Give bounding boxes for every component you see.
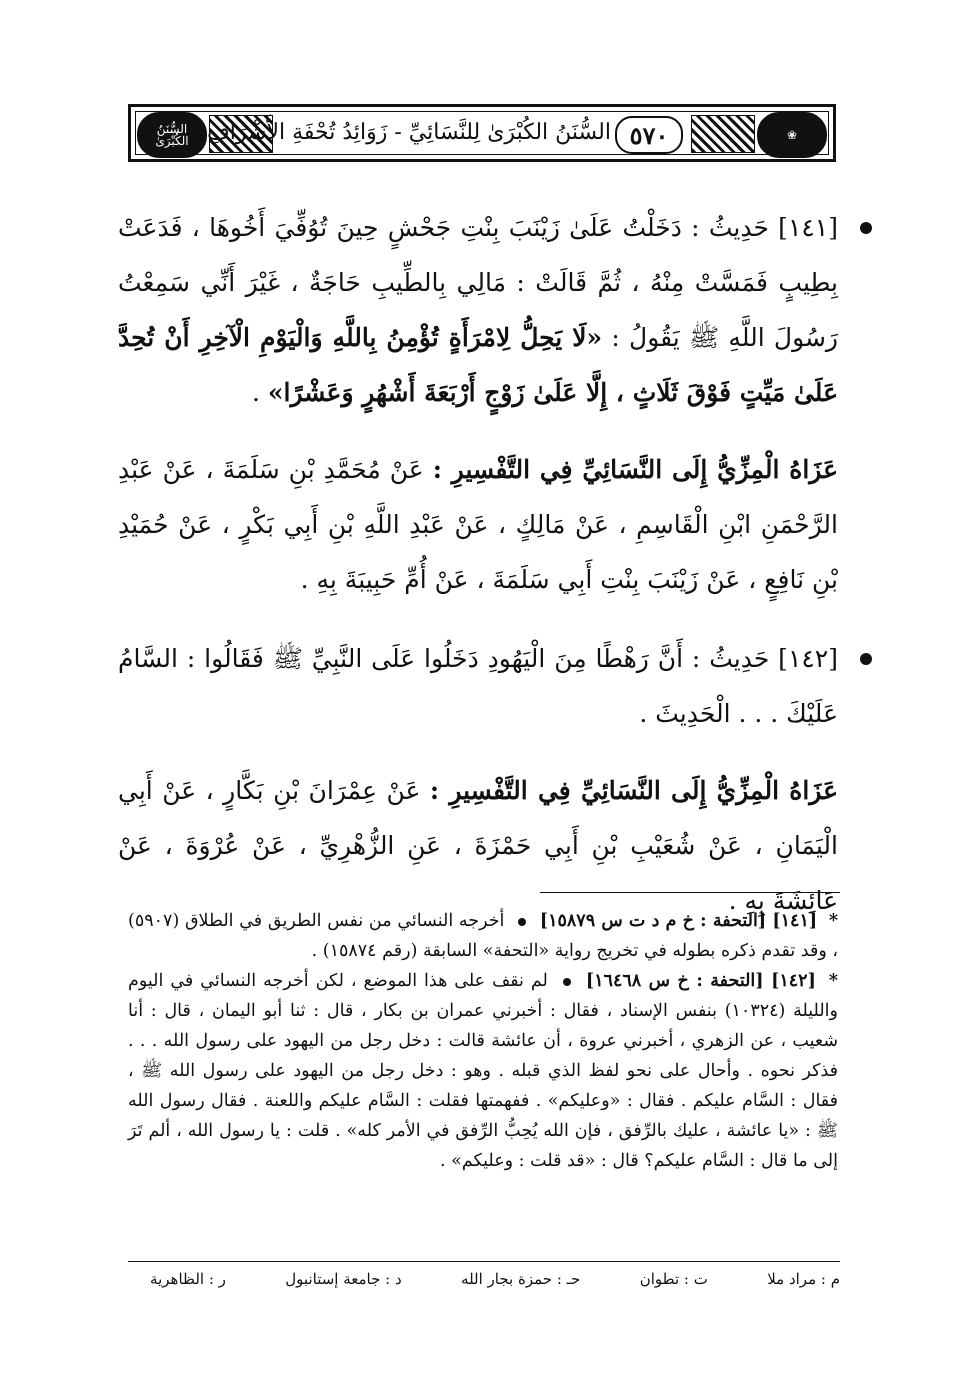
hadith-142-text: [١٤٢] حَدِيثُ : أَنَّ رَهْطًا مِنَ الْيَهُودِ دَخَلُوا عَلَى النَّبِيِّ ﷺ فَقَالُوا : السَّامُ عَلَيْكَ . . . الْحَدِيثَ . <box>118 644 838 728</box>
running-header <box>128 104 836 162</box>
sigla-separator <box>128 1261 840 1262</box>
main-text <box>118 200 838 928</box>
page-number-ornament-icon: ❀ <box>757 112 827 158</box>
ornament-strip-right <box>691 115 755 153</box>
footnote-text: أخرجه النسائي من نفس الطريق في الطلاق (٥٩٠٧) ، وقد تقدم ذكره بطوله في تخريج رواية «التحفة» السابقة (رقم ١٥٨٧٤) . <box>128 911 838 961</box>
footnote-separator <box>540 892 840 893</box>
footnote-ref: [١٤٢] [التحفة : خ س ١٦٤٦٨] <box>585 971 816 991</box>
footnote-star: * <box>828 971 838 991</box>
footnote-142 <box>128 966 838 1176</box>
footnotes <box>128 906 838 1176</box>
attribution-142 <box>118 763 838 928</box>
attribution-label: عَزَاهُ الْمِزِّيُّ إِلَى النَّسَائِيِّ فِي التَّفْسِيرِ : <box>432 455 838 484</box>
hadith-141-text: [١٤١] حَدِيثُ : دَخَلْتُ عَلَىٰ زَيْنَبَ بِنْتِ جَحْشٍ حِينَ تُوُفِّيَ أَخُوهَا ، فَدَعَتْ بِطِيبٍ فَمَسَّتْ مِنْهُ ، ثُمَّ قَالَتْ : مَالِي بِالطِّيبِ حَاجَةٌ ، غَيْرَ أَنِّي سَمِعْتُ رَسُولَ اللَّهِ ﷺ يَقُولُ : <box>118 213 838 352</box>
bullet-icon <box>860 222 872 234</box>
bullet-icon <box>860 653 872 665</box>
hadith-141-quote: «لَا يَحِلُّ لِامْرَأَةٍ تُؤْمِنُ بِاللَّهِ وَالْيَوْمِ الْآخِرِ أَنْ تُحِدَّ عَلَىٰ مَيِّتٍ فَوْقَ ثَلَاثٍ ، إِلَّا عَلَىٰ زَوْجٍ أَرْبَعَةَ أَشْهُرٍ وَعَشْرًا» <box>118 323 838 407</box>
hadith-141-end: . <box>251 378 268 407</box>
siglum-t: ت : تطوان <box>639 1270 708 1288</box>
manuscript-sigla <box>150 1266 840 1292</box>
footnote-dot-icon <box>563 978 571 986</box>
attribution-141 <box>118 442 838 607</box>
book-emblem-left: السُّنَنُ الكُبْرَىٰ <box>137 112 207 158</box>
running-title: السُّنَنُ الكُبْرَىٰ لِلنَّسَائِيِّ - زَوَائِدُ تُحْفَةِ الأَشْرَافِ <box>206 120 611 145</box>
footnote-141 <box>128 906 838 966</box>
attribution-chain: عَنْ عِمْرَانَ بْنِ بَكَّارٍ ، عَنْ أَبِي الْيَمَانِ ، عَنْ شُعَيْبِ بْنِ أَبِي حَمْزَةَ ، عَنِ الزُّهْرِيِّ ، عَنْ عُرْوَةَ ، عَنْ عَائِشَةَ بِهِ . <box>118 776 838 915</box>
attribution-label: عَزَاهُ الْمِزِّيُّ إِلَى النَّسَائِيِّ فِي التَّفْسِيرِ : <box>429 776 838 805</box>
page-number: ٥٧٠ <box>615 116 683 154</box>
footnote-text: لم نقف على هذا الموضع ، لكن أخرجه النسائي في اليوم والليلة (١٠٣٢٤) بنفس الإسناد ، فقال : أخبرني عمران بن بكار ، قال : ثنا أبو اليمان ، قال : أنا شعيب ، عن الزهري ، أخبرني عروة ، أن عائشة قالت : دخل رجل من اليهود على رسول الله . . . فذكر نحوه . وأحال على نحو لفظ الذي قبله . وهو : دخل رجل من اليهود على رسول الله ﷺ ، فقال : السَّام عليكم . فقال : «وعليكم» . ففهمتها فقلت : السَّام عليكم واللعنة . فقال رسول الله ﷺ : «يا عائشة ، عليك بالرِّفق ، فإن الله يُحِبُّ الرِّفق في الأمر كله» . قلت : يا رسول الله ، ألم تَرَ إلى ما قال : السَّام عليكم؟ قال : «قد قلت : وعليكم» . <box>128 971 838 1171</box>
footnote-dot-icon <box>518 918 526 926</box>
siglum-m: م : مراد ملا <box>767 1270 840 1288</box>
footnote-star: * <box>828 911 838 931</box>
siglum-h: حـ : حمزة بجار الله <box>461 1270 581 1288</box>
siglum-d: د : جامعة إستانبول <box>285 1270 402 1288</box>
attribution-chain: عَنْ مُحَمَّدِ بْنِ سَلَمَةَ ، عَنْ عَبْدِ الرَّحْمَنِ ابْنِ الْقَاسِمِ ، عَنْ مَالِكٍ ، عَنْ عَبْدِ اللَّهِ بْنِ أَبِي بَكْرٍ ، عَنْ حُمَيْدِ بْنِ نَافِعٍ ، عَنْ زَيْنَبَ بِنْتِ أَبِي سَلَمَةَ ، عَنْ أُمِّ حَبِيبَةَ بِهِ . <box>118 455 838 594</box>
siglum-r: ر : الظاهرية <box>150 1270 226 1288</box>
footnote-ref: [١٤١] [التحفة : خ م د ت س ١٥٨٧٩] <box>539 911 818 931</box>
hadith-141 <box>118 200 838 420</box>
hadith-142 <box>118 631 838 741</box>
